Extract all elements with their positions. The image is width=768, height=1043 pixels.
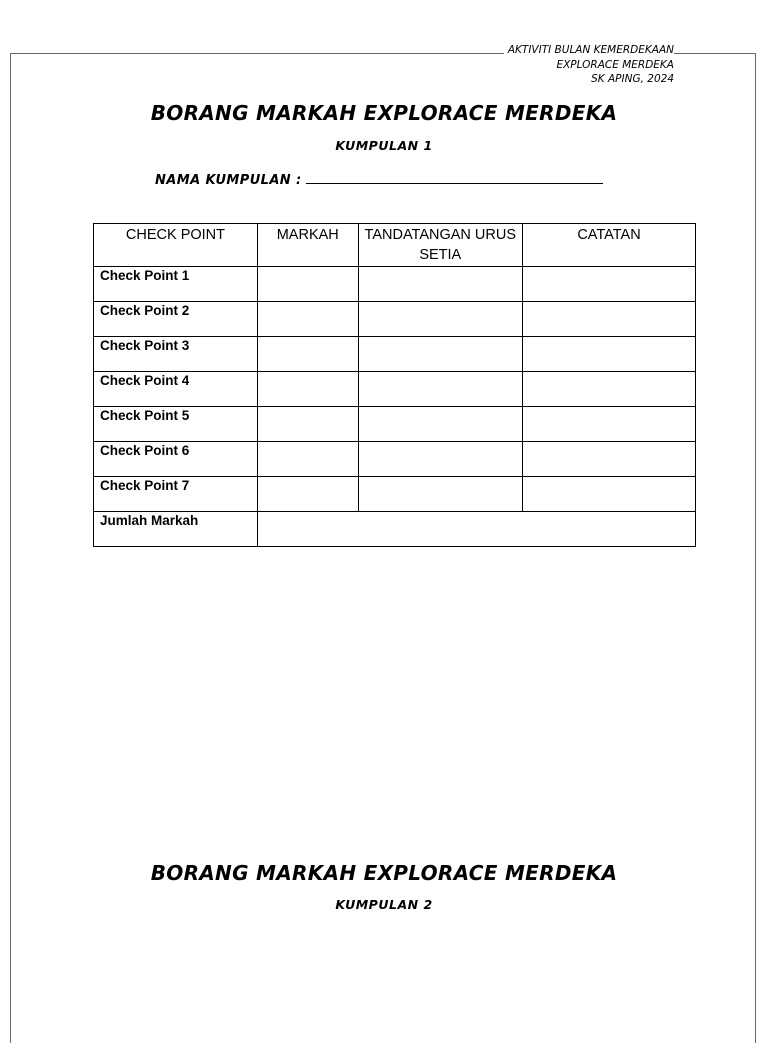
total-label: Jumlah Markah <box>94 512 258 547</box>
signature-cell[interactable] <box>358 372 522 407</box>
signature-cell[interactable] <box>358 442 522 477</box>
table-row <box>94 337 696 372</box>
table-row <box>94 267 696 302</box>
form2-title: BORANG MARKAH EXPLORACE MERDEKA <box>150 861 618 885</box>
table-row <box>94 407 696 442</box>
signature-cell[interactable] <box>358 407 522 442</box>
document-header-note <box>504 43 674 87</box>
header-markah: MARKAH <box>257 224 358 267</box>
signature-cell[interactable] <box>358 477 522 512</box>
group-name-label: NAMA KUMPULAN : <box>155 173 302 188</box>
score-table <box>93 223 696 547</box>
row-label: Check Point 7 <box>94 477 258 512</box>
notes-cell[interactable] <box>523 372 696 407</box>
header-catatan: CATATAN <box>523 224 696 267</box>
table-row <box>94 372 696 407</box>
signature-cell[interactable] <box>358 337 522 372</box>
notes-cell[interactable] <box>523 442 696 477</box>
form2-group-label: KUMPULAN 2 <box>335 897 433 912</box>
row-label: Check Point 4 <box>94 372 258 407</box>
row-label: Check Point 6 <box>94 442 258 477</box>
table-row <box>94 302 696 337</box>
table-row <box>94 477 696 512</box>
notes-cell[interactable] <box>523 302 696 337</box>
header-line-school: SK APING, 2024 <box>591 73 674 85</box>
form1-title: BORANG MARKAH EXPLORACE MERDEKA <box>150 101 618 125</box>
page-border <box>10 53 756 1043</box>
header-tandatangan: TANDATANGAN URUS SETIA <box>358 224 522 267</box>
row-label: Check Point 2 <box>94 302 258 337</box>
header-line-event: EXPLORACE MERDEKA <box>556 58 674 71</box>
signature-cell[interactable] <box>358 302 522 337</box>
header-line-activity: AKTIVITI BULAN KEMERDEKAAN <box>507 44 674 56</box>
markah-cell[interactable] <box>257 302 358 337</box>
signature-cell[interactable] <box>358 267 522 302</box>
group-name-field <box>155 171 603 188</box>
form1-group-label: KUMPULAN 1 <box>335 138 433 153</box>
row-label: Check Point 5 <box>94 407 258 442</box>
markah-cell[interactable] <box>257 267 358 302</box>
markah-cell[interactable] <box>257 477 358 512</box>
markah-cell[interactable] <box>257 442 358 477</box>
table-total-row <box>94 512 696 547</box>
notes-cell[interactable] <box>523 267 696 302</box>
markah-cell[interactable] <box>257 372 358 407</box>
markah-cell[interactable] <box>257 407 358 442</box>
row-label: Check Point 1 <box>94 267 258 302</box>
markah-cell[interactable] <box>257 337 358 372</box>
score-table-header-row <box>94 224 696 267</box>
table-row <box>94 442 696 477</box>
row-label: Check Point 3 <box>94 337 258 372</box>
header-check-point: CHECK POINT <box>94 224 258 267</box>
group-name-blank-line[interactable] <box>306 171 603 184</box>
notes-cell[interactable] <box>523 337 696 372</box>
notes-cell[interactable] <box>523 477 696 512</box>
total-markah-cell[interactable] <box>257 512 695 547</box>
notes-cell[interactable] <box>523 407 696 442</box>
